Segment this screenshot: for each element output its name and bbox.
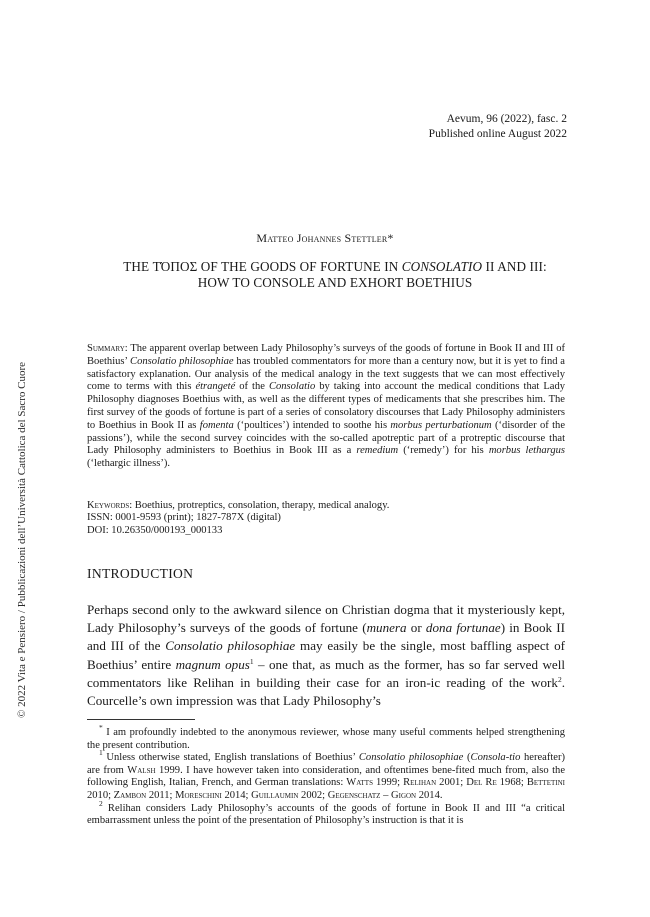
title-italic: CONSOLATIO (401, 259, 483, 274)
footnote-divider (87, 719, 195, 720)
copyright-text: © 2022 Vita e Pensiero / Pubblicazioni dell’Università Cattolica del Sacro Cuore (16, 361, 28, 719)
body-paragraph (87, 601, 565, 710)
doi-line: DOI: 10.26350/000193_000133 (87, 524, 223, 536)
summary-text: of the (235, 381, 269, 393)
footnote-author: Guillaumin (251, 789, 299, 801)
journal-published: Published online August 2022 (428, 128, 567, 140)
footnote-text: 2014. (416, 789, 443, 801)
article-title (95, 259, 575, 291)
footnote-2 (87, 798, 565, 828)
body-text: or (406, 620, 426, 636)
footnote-ref: 1 (249, 656, 254, 666)
summary-text: has troubled commentators for more than a century now, but it is yet to find a satisfactory explanation. Our analysis of the medical analogy in the text suggests that we can most effectively come to terms with this (87, 355, 565, 393)
footnote-star (87, 723, 565, 752)
summary-italic: Consolatio (268, 381, 316, 393)
footnote-text: 1999. I have however taken into consideration, and oftentimes bene-fited much from, also the following English, Italian, French, and German translations: (87, 764, 565, 789)
summary-italic: morbus lethargus (488, 445, 565, 457)
footnote-author: Watts (346, 777, 373, 789)
summary-text: (‘disorder of the passions’), while the second survey coincides with the so-called apotreptic part of a protreptic discourse that Lady Philosophy administers to Boethius in Book III as a (87, 419, 566, 457)
keywords-block (87, 500, 565, 537)
footnote-text: 2011; (146, 789, 176, 801)
footnote-author: Zambon (113, 789, 147, 801)
footnote-mark: * (99, 723, 103, 732)
body-italic: Consolatio philosophiae (165, 638, 296, 654)
summary (87, 343, 565, 471)
summary-italic: Consolatio philosophiae (130, 355, 234, 367)
summary-label-rest: ummary: (92, 343, 128, 354)
title-part-2: II AND III: (482, 259, 547, 274)
summary-italic: morbus perturbationum (390, 419, 492, 431)
footnote-text: 1999; (372, 777, 404, 789)
footnote-author: Gegenschatz (327, 789, 381, 801)
footnote-1 (87, 748, 565, 802)
title-line-1 (95, 259, 575, 275)
footnote-author: Relihan (403, 777, 437, 789)
author-middle-initial: J (296, 231, 302, 245)
author-footnote-mark: * (387, 231, 394, 245)
footnote-text: 2002; (298, 789, 328, 801)
body-text: – one that, as much as the former, has so far served well commentators like Relihan in building their case for an iron-ic reading of the work (87, 656, 565, 690)
summary-text: (‘poultices’) intended to soothe his (233, 419, 391, 431)
footnote-text: I am profoundly indebted to the anonymous reviewer, whose many useful comments helped strengthening the present contribution. (87, 727, 565, 751)
author-last-initial: S (344, 231, 352, 245)
author-first-initial: M (256, 231, 268, 245)
keywords-text: Boethius, protreptics, consolation, therapy, medical analogy. (132, 500, 390, 511)
summary-text: The apparent overlap between Lady Philosophy’s surveys of the goods of fortune in Book II and III of Boethius’ (87, 343, 565, 367)
author-name (0, 231, 650, 246)
body-italic: munera (366, 620, 407, 636)
footnote-author: Walsh (127, 764, 156, 776)
footnote-mark: 1 (99, 748, 103, 758)
footnotes (87, 723, 565, 828)
body-italic: magnum opus (175, 656, 250, 672)
author-first-rest: atteo (267, 231, 294, 245)
footnote-text: Unless otherwise stated, English translations of Boethius’ (102, 752, 359, 764)
footnote-author: Moreschini (175, 789, 222, 801)
keywords-label-rest: eywords: (94, 500, 133, 511)
footnote-author: Gigon (391, 789, 417, 801)
summary-italic: fomenta (199, 419, 234, 431)
footnote-text: 1968; (496, 777, 527, 789)
footnote-ref: 2 (557, 674, 562, 684)
author-middle-rest: ohannes (301, 231, 342, 245)
keywords-line (87, 500, 565, 512)
footnote-text: 2014; (221, 789, 252, 801)
footnote-mark: 2 (99, 798, 103, 808)
title-part-1: THE ΤΌΠΟΣ OF THE GOODS OF FORTUNE IN (123, 259, 402, 274)
body-text: Perhaps second only to the awkward silence on Christian dogma that it mysteriously kept, Lady Philosophy’s surveys of the goods of fortune ( (87, 602, 565, 636)
footnote-author: Bettetini (526, 777, 565, 789)
footnote-italic: Consola-tio (470, 752, 521, 764)
summary-label-initial: S (87, 343, 93, 354)
footnote-text: – (380, 789, 391, 801)
keywords-label-initial: K (87, 500, 95, 511)
author-last-rest: tettler (351, 231, 388, 245)
summary-italic: étrangeté (195, 381, 236, 393)
issn-line: ISSN: 0001-9593 (print); 1827-787X (digital) (87, 512, 281, 524)
summary-italic: remedium (356, 445, 399, 457)
footnote-text: hereafter) are from (87, 752, 565, 776)
title-line-2: HOW TO CONSOLE AND EXHORT BOETHIUS (197, 275, 473, 290)
section-heading: INTRODUCTION (87, 566, 194, 581)
footnote-italic: Consolatio philosophiae (358, 752, 464, 764)
summary-text: by taking into account the medical conditions that Lady Philosophy diagnoses Boethius with, as well as the different types of medicaments that she prescribes him. The first survey of the goods of fortune is part of a series of consolatory discourses that Lady Philosophy administers to Boethius in Book II as (87, 381, 565, 431)
footnote-text: Relihan considers Lady Philosophy’s accounts of the goods of fortune in Book II and III “a critical embarrassment unless the point of the presentation of Philosophy’s instruction is that it is (87, 802, 565, 827)
journal-issue: Aevum, 96 (2022), fasc. 2 (446, 113, 567, 125)
footnote-text: 2001; (436, 777, 467, 789)
body-text: . Courcelle’s own impression was that Lady Philosophy’s (87, 674, 565, 709)
footnote-text: ( (463, 752, 471, 764)
body-text: ) in Book II and III of the (87, 620, 565, 654)
body-text: may easily be the single, most baffling aspect of Boethius’ entire (87, 638, 566, 672)
body-italic: dona fortunae (425, 620, 501, 636)
footnote-author: Del Re (466, 777, 497, 789)
summary-text: (‘lethargic illness’). (87, 458, 170, 470)
summary-text: (‘remedy’) for his (398, 445, 489, 457)
footnote-text: 2010; (87, 789, 114, 801)
journal-info (429, 112, 567, 142)
